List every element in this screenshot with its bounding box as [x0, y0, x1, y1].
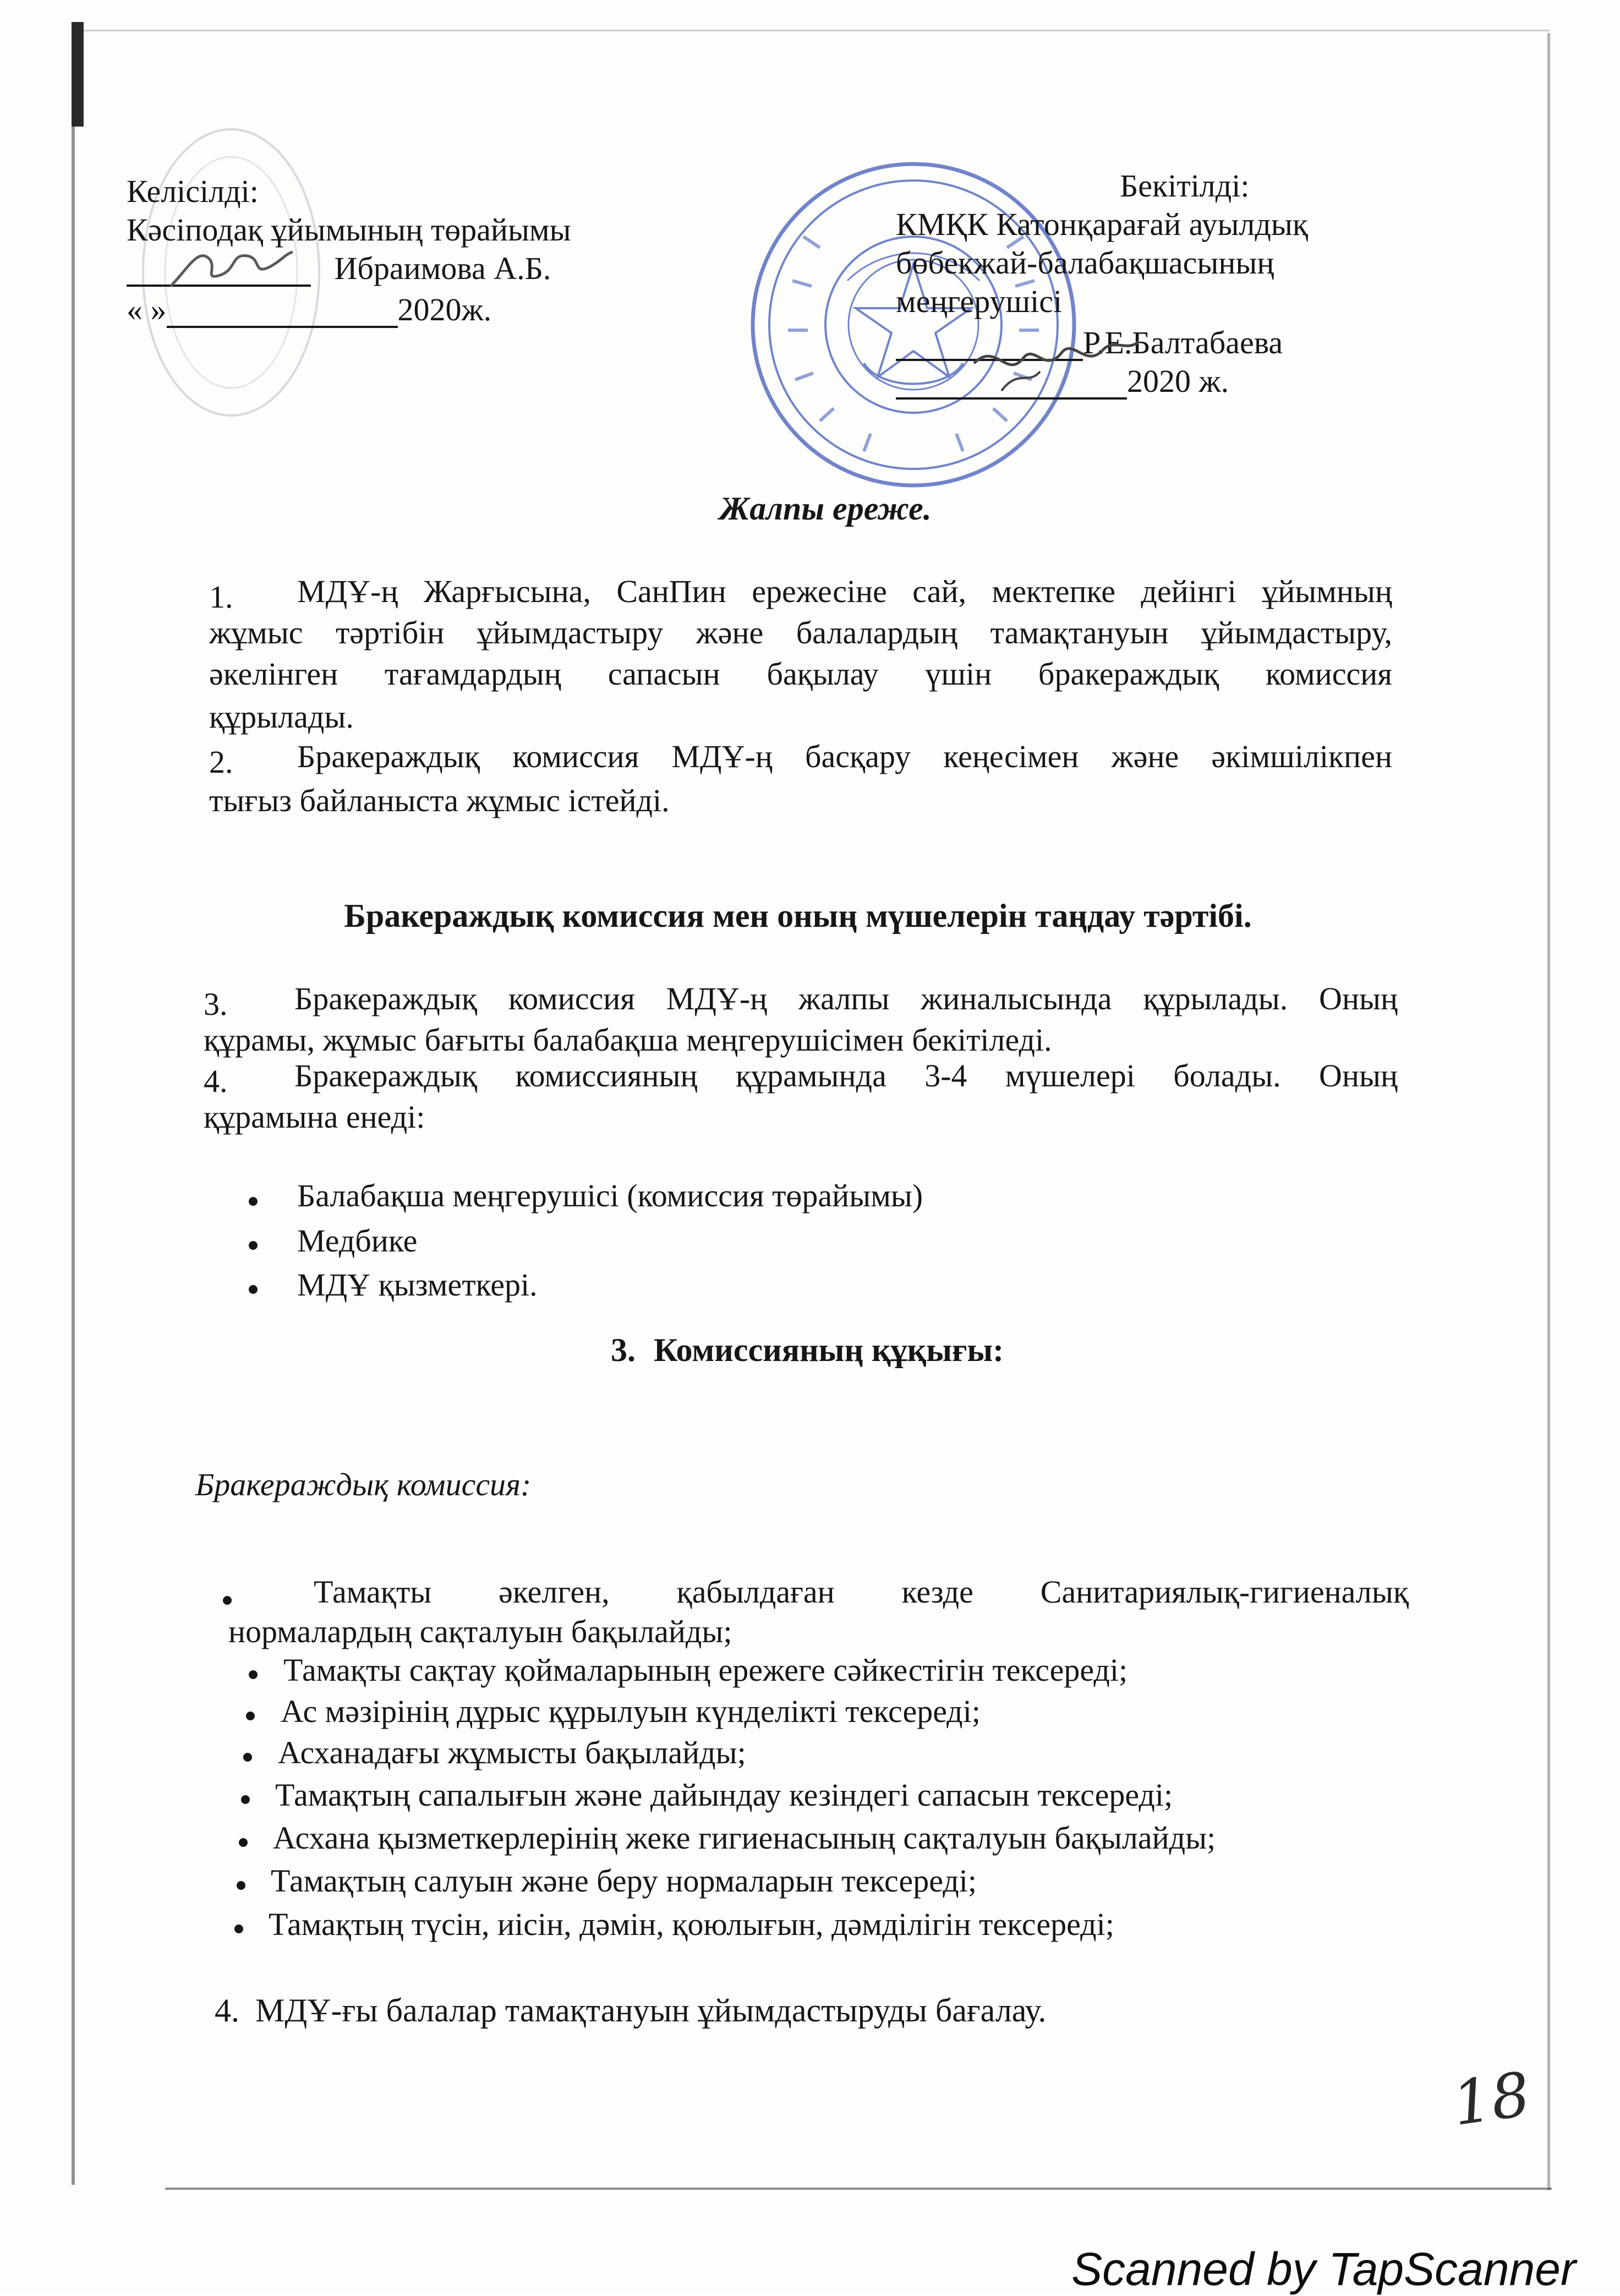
item-1-line-2: жұмыс тәртібін ұйымдастыру және балалардың тамақтануын ұйымдастыру, — [209, 615, 1392, 650]
duty-item: Асханадағы жұмысты бақылайды; — [278, 1735, 746, 1770]
page-edge-shadow — [72, 22, 84, 127]
page-edge-left — [72, 22, 75, 2185]
page-edge-bottom — [165, 2188, 1552, 2190]
item-2-line-1: Бракераждық комиссия МДҰ-ң басқару кеңесімен және әкімшілікпен — [297, 739, 1392, 774]
member-item: МДҰ қызметкері. — [297, 1267, 538, 1303]
duty-item: Асхана қызметкерлерінің жеке гигиенасының сақталуын бақылайды; — [273, 1820, 1216, 1856]
bullet-icon — [223, 1596, 232, 1605]
member-item: Балабақша меңгерушісі (комиссия төрайымы) — [297, 1178, 923, 1213]
head-signature-icon — [968, 319, 1145, 396]
commission-label: Бракераждық комиссия: — [195, 1467, 532, 1502]
bullet-icon — [249, 1197, 258, 1206]
bullet-icon — [249, 1670, 258, 1679]
evaluation-title: МДҰ-ғы балалар тамақтануын ұйымдастыруды бағалау. — [255, 1992, 1047, 2029]
duty-item: Тамақты сақтау қоймаларының ережеге сәйкестігін тексереді; — [283, 1652, 1128, 1688]
item-2-line-2: тығыз байланыста жұмыс істейді. — [209, 783, 670, 818]
rights-number: 3. — [611, 1332, 636, 1368]
item-3-number: 3. — [204, 986, 228, 1022]
evaluation-number: 4. — [215, 1992, 239, 2029]
bullet-icon — [237, 1881, 245, 1890]
item-4-line-2: құрамына енеді: — [204, 1099, 425, 1135]
general-rules-title: Жалпы ереже. — [719, 490, 932, 527]
bullet-icon — [249, 1285, 258, 1294]
item-3-line-1: Бракераждық комиссия МДҰ-ң жалпы жиналысында құрылады. Оның — [294, 981, 1398, 1016]
duty-item: Тамақтың салуын және беру нормаларын тексереді; — [271, 1863, 977, 1899]
duty-first-line-1: Тамақты әкелген, қабылдаған кезде Санитариялық-гигиеналық — [314, 1574, 1409, 1610]
bullet-icon — [243, 1753, 252, 1762]
item-1-number: 1. — [209, 579, 233, 615]
approved-label: Бекітілді: — [1120, 168, 1250, 204]
scanner-watermark: Scanned by TapScanner — [1071, 2243, 1576, 2295]
union-signature-icon — [165, 237, 297, 297]
item-4-line-1: Бракераждық комиссияның құрамында 3-4 мүшелері болады. Оның — [294, 1058, 1398, 1094]
union-chair-name: Ибраимова А.Б. — [334, 250, 551, 286]
bullet-icon — [234, 1925, 243, 1933]
item-3-line-2: құрамы, жұмыс бағыты балабақша меңгерушісімен бекітіледі. — [204, 1022, 1052, 1058]
evaluation-heading — [215, 1992, 1046, 2029]
institution-line-1: КМҚК Катонқарағай ауылдық — [896, 206, 1309, 242]
page-number-text: 18 — [1448, 2058, 1535, 2140]
duty-item: Тамақтың түсін, иісін, дәмін, қоюлығын, дәмділігін тексереді; — [269, 1906, 1114, 1942]
bullet-icon — [239, 1838, 248, 1847]
page-edge-top — [75, 30, 1550, 31]
union-date-year: 2020ж. — [397, 292, 492, 327]
page-edge-right — [1547, 33, 1550, 2190]
head-title: меңгерушісі — [896, 283, 1063, 319]
item-1-line-4: құрылады. — [209, 699, 354, 735]
union-chair-label: Кәсіподақ ұйымының төрайымы — [127, 212, 571, 248]
head-name: Р.Е.Балтабаева — [1083, 325, 1283, 360]
duty-item: Ас мәзірінің дұрыс құрылуын күнделікті тексереді; — [281, 1693, 981, 1729]
institution-line-2: бөбекжай-балабақшасының — [896, 245, 1274, 281]
duty-item: Тамақтың сапалығын және дайындау кезіндегі сапасын тексереді; — [275, 1777, 1173, 1813]
bullet-icon — [246, 1712, 255, 1720]
bullet-icon — [249, 1241, 258, 1250]
item-1-line-1: МДҰ-ң Жарғысына, СанПин ережесіне сай, мектепке дейінгі ұйымның — [297, 573, 1392, 609]
handwritten-page-number — [1448, 2058, 1535, 2140]
item-2-number: 2. — [209, 744, 233, 780]
member-item: Медбике — [297, 1223, 418, 1259]
union-date-quotes: « » — [127, 292, 167, 327]
selection-order-title: Бракераждық комиссия мен оның мүшелерін таңдау тәртібі. — [344, 898, 1252, 934]
rights-heading — [611, 1332, 1004, 1368]
rights-title: Комиссияның құқығы: — [654, 1332, 1004, 1368]
agreed-label: Келісілді: — [127, 173, 259, 209]
duty-first-line-2: нормалардың сақталуын бақылайды; — [228, 1614, 732, 1649]
head-date-year: 2020 ж. — [1127, 363, 1229, 399]
item-4-number: 4. — [204, 1063, 228, 1099]
item-1-line-3: әкелінген тағамдардың сапасын бақылау үшін бракераждық комиссия — [209, 656, 1392, 692]
bullet-icon — [241, 1795, 250, 1804]
